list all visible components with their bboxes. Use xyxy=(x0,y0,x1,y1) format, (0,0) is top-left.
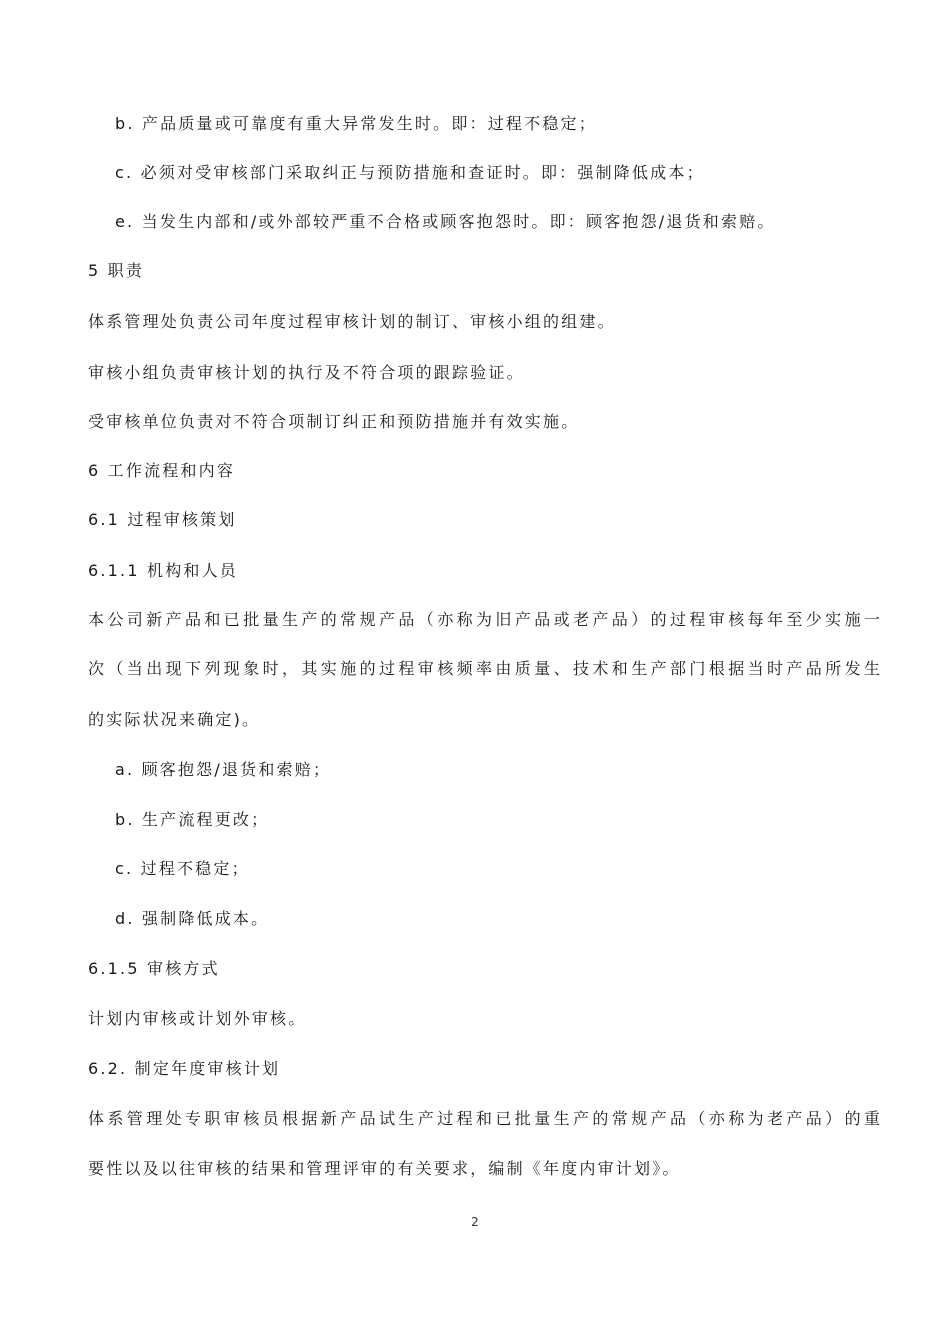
list-item-d-cost-reduction: d. 强制降低成本。 xyxy=(115,909,270,928)
section-heading-audit-planning: 6.1 过程审核策划 xyxy=(88,510,237,529)
section-heading-workflow: 6 工作流程和内容 xyxy=(88,461,236,480)
paragraph-audit-team: 审核小组负责审核计划的执行及不符合项的跟踪验证。 xyxy=(88,363,525,382)
section-heading-annual-plan: 6.2. 制定年度审核计划 xyxy=(88,1059,281,1078)
paragraph-annual-plan-line-2: 要性以及以往审核的结果和管理评审的有关要求，编制《年度内审计划》。 xyxy=(88,1159,681,1178)
section-heading-responsibilities: 5 职责 xyxy=(88,261,145,280)
page-number: 2 xyxy=(471,1215,479,1229)
list-item-c-corrective: c. 必须对受审核部门采取纠正与预防措施和查证时。即：强制降低成本； xyxy=(115,163,705,182)
list-item-c-unstable: c. 过程不稳定； xyxy=(115,859,250,878)
paragraph-audited-unit: 受审核单位负责对不符合项制订纠正和预防措施并有效实施。 xyxy=(88,412,580,431)
list-item-e-nonconformity: e. 当发生内部和/或外部较严重不合格或顾客抱怨时。即：顾客抱怨/退货和索赔。 xyxy=(115,212,776,231)
section-heading-organization: 6.1.1 机构和人员 xyxy=(88,561,238,580)
list-item-a-complaints: a. 顾客抱怨/退货和索赔； xyxy=(115,760,332,779)
paragraph-audit-frequency-line-3: 的实际状况来确定)。 xyxy=(88,710,261,729)
section-heading-audit-method: 6.1.5 审核方式 xyxy=(88,959,220,978)
paragraph-audit-method: 计划内审核或计划外审核。 xyxy=(88,1009,307,1028)
paragraph-audit-frequency-line-2: 次（当出现下列现象时，其实施的过程审核频率由质量、技术和生产部门根据当时产品所发生 xyxy=(88,659,884,678)
list-item-b-process-change: b. 生产流程更改； xyxy=(115,810,270,829)
paragraph-system-management: 体系管理处负责公司年度过程审核计划的制订、审核小组的组建。 xyxy=(88,312,616,331)
list-item-b-quality: b. 产品质量或可靠度有重大异常发生时。即：过程不稳定； xyxy=(115,114,597,133)
paragraph-annual-plan-line-1: 体系管理处专职审核员根据新产品试生产过程和已批量生产的常规产品（亦称为老产品）的重 xyxy=(88,1109,884,1128)
paragraph-audit-frequency-line-1: 本公司新产品和已批量生产的常规产品（亦称为旧产品或老产品）的过程审核每年至少实施一 xyxy=(88,610,884,629)
